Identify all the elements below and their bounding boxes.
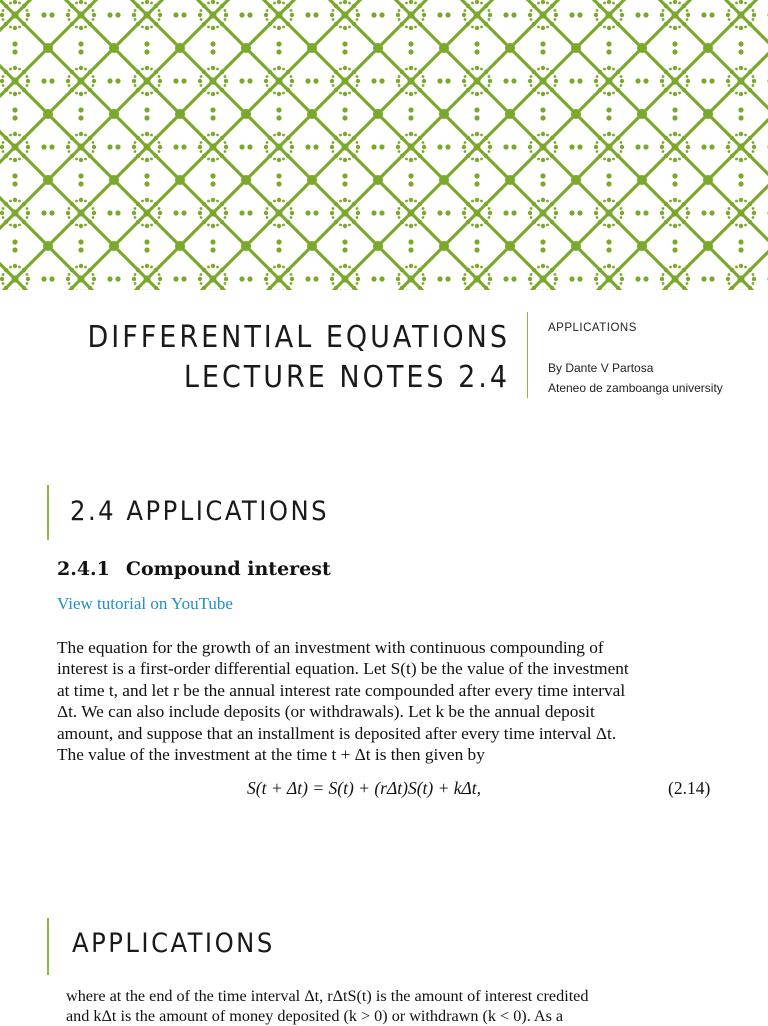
author-label: By Dante V Partosa xyxy=(548,361,654,375)
lecture-title xyxy=(0,318,510,398)
paragraph-line: Δt. We can also include deposits (or withdrawals). Let k be the annual deposit xyxy=(57,702,595,722)
category-label: APPLICATIONS xyxy=(548,322,637,334)
paragraph-continuation xyxy=(66,986,726,1026)
youtube-tutorial-link[interactable]: View tutorial on YouTube xyxy=(57,594,233,613)
subsection-title: Compound interest xyxy=(125,558,331,580)
title-divider xyxy=(527,312,528,398)
section-accent-bar xyxy=(47,918,49,975)
paragraph-line: amount, and suppose that an installment is deposited after every time interval Δt. xyxy=(57,723,617,743)
equation-number: (2.14) xyxy=(668,778,711,798)
paragraph-line: The equation for the growth of an investment with continuous compounding of xyxy=(57,638,604,657)
paragraph-line: at time t, and let r be the annual interest rate compounded after every time interval xyxy=(57,680,626,700)
pattern-banner xyxy=(0,0,768,290)
paragraph-line: where at the end of the time interval Δt, rΔtS(t) is the amount of interest credited xyxy=(66,987,589,1005)
equation-2-14: S(t + Δt) = S(t) + (rΔt)S(t) + kΔt, xyxy=(247,778,482,798)
title-line-1: DIFFERENTIAL EQUATIONS xyxy=(87,320,510,355)
title-line-2: LECTURE NOTES 2.4 xyxy=(183,360,510,395)
paragraph-line: The value of the investment at the time t + Δt is then given by xyxy=(57,745,485,765)
section-accent-bar xyxy=(47,485,49,540)
paragraph-line: interest is a first-order differential equation. Let S(t) be the value of the investment xyxy=(57,659,629,679)
paragraph-line: and kΔt is the amount of money deposited (k > 0) or withdrawn (k < 0). As a xyxy=(66,1007,564,1025)
subsection-heading xyxy=(57,558,331,580)
subsection-number: 2.4.1 xyxy=(57,558,110,580)
section-heading: 2.4 APPLICATIONS xyxy=(70,496,330,527)
section-heading-2: APPLICATIONS xyxy=(72,928,275,959)
paragraph-compound-interest xyxy=(57,637,717,765)
institution-label: Ateneo de zamboanga university xyxy=(548,381,723,395)
title-meta xyxy=(548,322,723,398)
